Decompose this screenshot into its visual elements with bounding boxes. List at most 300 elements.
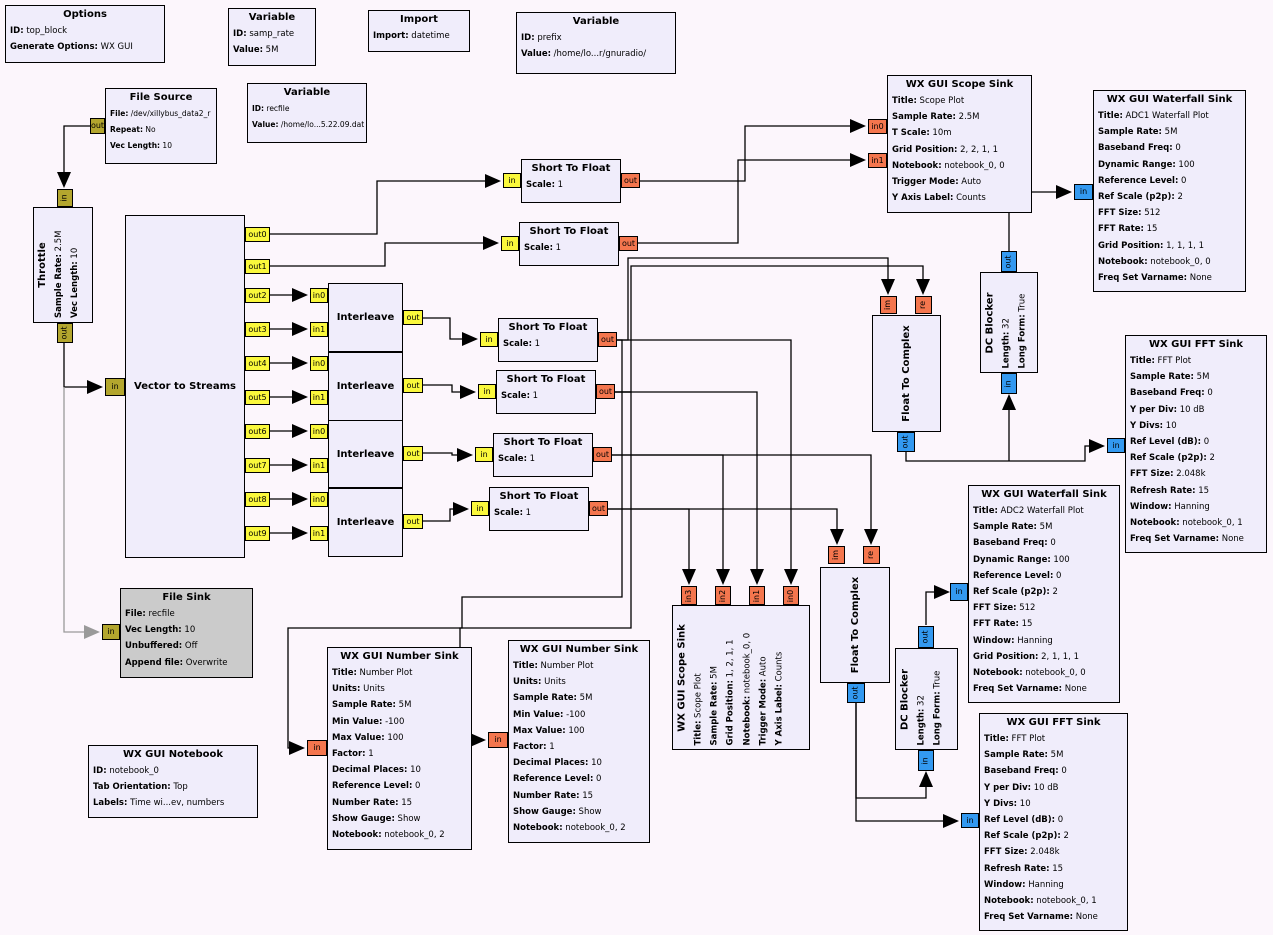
block-param: Trigger Mode: Auto <box>757 655 768 745</box>
wire-4[interactable] <box>270 243 483 266</box>
port-label: out2 <box>248 290 267 300</box>
port-label: in0 <box>312 426 326 436</box>
wire-arrow-icon <box>84 625 100 639</box>
port-label: out <box>850 686 860 700</box>
wire-2[interactable] <box>64 387 84 632</box>
block-param: Vec Length: 10 <box>110 141 172 151</box>
block-param: Dynamic Range: 100 <box>1098 159 1195 170</box>
port-file-sink-in[interactable] <box>102 624 120 640</box>
block-title: Interleave <box>336 517 395 528</box>
port-float-to-complex-bottom-im[interactable] <box>828 546 845 564</box>
port-label: re <box>918 300 928 310</box>
block-title: Float To Complex <box>901 325 912 422</box>
block-title: WX GUI Waterfall Sink <box>1106 94 1233 105</box>
block-param: Units: Units <box>332 684 385 695</box>
port-label: in1 <box>312 324 326 334</box>
wire-29[interactable] <box>906 446 1089 461</box>
block-wx-gui-waterfall-sink-adc2[interactable] <box>968 485 1120 703</box>
block-param: Trigger Mode: Auto <box>892 177 982 188</box>
block-title: DC Blocker <box>899 668 910 730</box>
port-label: out <box>623 175 638 185</box>
block-param: File: /dev/xillybus_data2_r <box>110 109 211 118</box>
block-short-to-float-4[interactable] <box>496 370 596 414</box>
block-param: Labels: Time wi...ev, numbers <box>93 798 225 809</box>
block-wx-gui-scope-sink-bottom[interactable] <box>672 605 810 750</box>
wire-arrow-icon <box>292 424 308 438</box>
port-interleave-3-in1[interactable] <box>310 458 328 473</box>
wire-20[interactable] <box>617 258 888 340</box>
block-title: Short To Float <box>531 163 611 174</box>
port-interleave-3-in0[interactable] <box>310 424 328 439</box>
wire-arrow-icon <box>457 448 473 462</box>
block-title: Variable <box>283 87 331 98</box>
block-param: Generate Options: WX GUI <box>10 42 133 53</box>
port-wx-gui-scope-sink-top-in1[interactable] <box>868 153 887 168</box>
block-interleave-2[interactable] <box>328 352 403 421</box>
port-label: in <box>485 334 493 344</box>
port-label: out <box>406 312 420 322</box>
block-param: Window: Hanning <box>1130 501 1210 512</box>
block-param: Notebook: notebook_0, 0 <box>1098 256 1211 267</box>
block-param: Title: Number Plot <box>332 668 413 678</box>
block-title: WX GUI Notebook <box>122 749 224 760</box>
block-param: Notebook: notebook_0, 1 <box>984 896 1097 907</box>
block-param: Freq Set Varname: None <box>1098 273 1212 284</box>
block-param: Value: 5M <box>233 45 279 56</box>
block-param: Reference Level: 0 <box>973 570 1062 581</box>
block-param: Sample Rate: 5M <box>332 700 412 711</box>
block-title: WX GUI Scope Sink <box>676 623 687 732</box>
port-label: out <box>920 630 930 644</box>
port-dc-blocker-top-in[interactable] <box>1001 373 1017 394</box>
block-param: Scale: 1 <box>524 243 562 253</box>
port-label: out0 <box>248 229 267 239</box>
port-short-to-float-6-out[interactable] <box>589 501 608 516</box>
block-param: Notebook: notebook_0, 2 <box>332 830 445 841</box>
port-interleave-3-out[interactable] <box>403 446 423 461</box>
wire-arrow-icon <box>864 529 878 545</box>
wire-32[interactable] <box>926 592 934 625</box>
port-short-to-float-6-in[interactable] <box>471 501 489 516</box>
block-title: File Sink <box>162 592 211 603</box>
port-interleave-1-out[interactable] <box>403 310 423 325</box>
port-dc-blocker-top-out[interactable] <box>1001 251 1017 272</box>
port-throttle-in[interactable] <box>57 189 73 207</box>
block-param: Number Rate: 15 <box>513 790 594 801</box>
port-vector-to-streams-out1[interactable] <box>245 259 270 274</box>
block-title: Vector to Streams <box>134 381 236 392</box>
block-param: Repeat: No <box>110 125 156 135</box>
port-label: in <box>920 756 930 765</box>
block-param: Window: Hanning <box>984 879 1064 890</box>
port-short-to-float-3-in[interactable] <box>480 332 498 347</box>
block-param: ID: recfile <box>252 104 290 113</box>
block-param: Dynamic Range: 100 <box>973 554 1070 565</box>
block-interleave-3[interactable] <box>328 420 403 488</box>
port-dc-blocker-bottom-in[interactable] <box>918 750 934 771</box>
block-import[interactable] <box>368 10 470 52</box>
block-title: Short To Float <box>499 491 579 502</box>
port-label: in0 <box>312 290 326 300</box>
wire-arrow-icon <box>57 172 71 188</box>
block-param: Sample Rate: 5M <box>1098 127 1178 138</box>
port-wx-gui-number-sink-right-in[interactable] <box>488 732 508 748</box>
block-param: Value: /home/lo...r/gnuradio/ <box>521 49 647 60</box>
port-label: in <box>955 587 963 596</box>
port-vector-to-streams-out8[interactable] <box>245 492 270 507</box>
block-param: Y Axis Label: Counts <box>892 193 986 204</box>
port-label: in0 <box>785 589 795 602</box>
block-param: Title: FFT Plot <box>984 734 1046 744</box>
wire-arrow-icon <box>292 458 308 472</box>
block-param: Notebook: notebook_0, 0 <box>741 632 752 745</box>
block-param: Title: Number Plot <box>513 661 594 671</box>
port-label: out <box>900 435 910 449</box>
block-param: Sample Rate: 5M <box>973 522 1053 533</box>
wire-arrow-icon <box>292 390 308 404</box>
port-wx-gui-scope-sink-bottom-in2[interactable] <box>715 586 731 605</box>
block-wx-gui-waterfall-sink-adc1[interactable] <box>1093 90 1246 292</box>
wire-18[interactable] <box>638 160 850 243</box>
port-short-to-float-1-out[interactable] <box>621 173 640 188</box>
block-title: WX GUI FFT Sink <box>1148 339 1244 350</box>
block-param: Grid Position: 1, 1, 1, 1 <box>1098 240 1204 251</box>
block-wx-gui-fft-sink-top[interactable] <box>1125 335 1267 553</box>
block-title: WX GUI Waterfall Sink <box>981 489 1107 500</box>
port-label: in <box>313 743 321 752</box>
port-wx-gui-scope-sink-top-in0[interactable] <box>868 119 887 134</box>
block-param: Reference Level: 0 <box>513 774 602 785</box>
port-label: out5 <box>248 392 267 402</box>
block-file-sink[interactable] <box>120 588 253 678</box>
port-float-to-complex-top-out[interactable] <box>897 432 915 452</box>
port-label: out <box>621 238 636 248</box>
block-interleave-1[interactable] <box>328 283 403 352</box>
block-param: Ref Scale (p2p): 2 <box>984 831 1069 842</box>
wire-arrow-icon <box>916 279 930 295</box>
port-interleave-2-out[interactable] <box>403 378 423 393</box>
block-wx-gui-number-sink-right[interactable] <box>508 640 650 843</box>
port-wx-gui-scope-sink-bottom-in3[interactable] <box>681 586 697 605</box>
block-param: Ref Level (dB): 0 <box>984 815 1064 826</box>
block-variable-prefix[interactable] <box>516 12 676 74</box>
block-short-to-float-3[interactable] <box>498 318 598 362</box>
block-param: Units: Units <box>513 677 566 688</box>
wire-arrow-icon <box>682 569 696 585</box>
port-label: out <box>598 386 613 396</box>
port-short-to-float-3-out[interactable] <box>598 332 617 347</box>
wire-arrow-icon <box>292 356 308 370</box>
port-short-to-float-1-in[interactable] <box>503 173 521 188</box>
port-interleave-2-in0[interactable] <box>310 356 328 371</box>
block-param: Unbuffered: Off <box>125 641 198 652</box>
port-vector-to-streams-out2[interactable] <box>245 288 270 303</box>
port-short-to-float-4-in[interactable] <box>478 384 496 399</box>
block-param: Sample Rate: 5M <box>1130 372 1210 383</box>
port-wx-gui-fft-sink-bottom-in[interactable] <box>961 813 979 828</box>
port-label: out <box>600 334 615 344</box>
block-vector-to-streams[interactable] <box>125 215 245 558</box>
port-label: in <box>480 449 488 459</box>
port-label: in <box>494 735 502 744</box>
port-interleave-4-in1[interactable] <box>310 526 328 541</box>
block-param: Y Divs: 10 <box>1130 420 1177 431</box>
block-file-source[interactable] <box>105 88 217 164</box>
port-short-to-float-5-out[interactable] <box>593 447 612 462</box>
block-wx-gui-scope-sink-top[interactable] <box>887 75 1032 213</box>
wire-22[interactable] <box>615 392 757 570</box>
port-label: im <box>883 299 893 311</box>
block-title: Interleave <box>336 381 395 392</box>
port-short-to-float-2-in[interactable] <box>501 236 519 251</box>
port-vector-to-streams-out9[interactable] <box>245 526 270 541</box>
wire-1[interactable] <box>64 343 87 387</box>
port-label: out <box>1003 254 1013 269</box>
port-float-to-complex-top-re[interactable] <box>915 296 932 314</box>
port-label: in <box>107 627 115 636</box>
block-short-to-float-6[interactable] <box>489 487 589 531</box>
wire-17[interactable] <box>640 126 850 181</box>
block-param: Y Axis Label: Counts <box>774 651 785 745</box>
wire-arrow-icon <box>750 569 764 585</box>
wire-13[interactable] <box>423 318 462 339</box>
port-short-to-float-5-in[interactable] <box>475 447 493 462</box>
port-vector-to-streams-in[interactable] <box>105 378 125 396</box>
port-label: in <box>1003 379 1013 388</box>
port-interleave-2-in1[interactable] <box>310 390 328 405</box>
port-wx-gui-number-sink-left-in[interactable] <box>307 740 327 756</box>
port-wx-gui-waterfall-sink-adc1-in[interactable] <box>1074 184 1093 200</box>
port-label: in <box>59 194 69 202</box>
block-dc-blocker-top[interactable] <box>980 272 1038 373</box>
block-throttle[interactable] <box>33 207 93 323</box>
block-param: Baseband Freq: 0 <box>973 538 1056 549</box>
wire-arrow-icon <box>292 492 308 506</box>
wire-arrow-icon <box>462 332 478 346</box>
block-title: Variable <box>572 16 620 27</box>
port-throttle-out[interactable] <box>57 323 73 343</box>
port-interleave-4-in0[interactable] <box>310 492 328 507</box>
block-options[interactable] <box>5 5 165 63</box>
block-param: Title: Scope Plot <box>693 672 703 745</box>
block-param: ID: notebook_0 <box>93 766 159 776</box>
block-title: Interleave <box>336 312 395 323</box>
wire-arrow-icon <box>943 814 959 828</box>
port-vector-to-streams-out0[interactable] <box>245 227 270 242</box>
block-param: FFT Size: 512 <box>973 603 1036 614</box>
wire-arrow-icon <box>485 174 501 188</box>
port-label: out6 <box>248 426 267 436</box>
block-param: Title: ADC1 Waterfall Plot <box>1098 111 1209 121</box>
port-label: in <box>483 386 491 396</box>
port-vector-to-streams-out5[interactable] <box>245 390 270 405</box>
port-label: in1 <box>312 460 326 470</box>
block-title: DC Blocker <box>984 291 995 354</box>
block-param: Min Value: -100 <box>513 709 586 720</box>
block-param: Ref Scale (p2p): 2 <box>973 587 1058 598</box>
port-vector-to-streams-out7[interactable] <box>245 458 270 473</box>
port-float-to-complex-bottom-re[interactable] <box>863 546 880 564</box>
block-wx-gui-number-sink-left[interactable] <box>327 647 472 850</box>
port-label: re <box>866 550 876 560</box>
port-wx-gui-waterfall-sink-adc2-in[interactable] <box>950 583 968 601</box>
wire-3[interactable] <box>270 181 485 234</box>
wire-arrow-icon <box>850 153 866 167</box>
block-float-to-complex-top[interactable] <box>872 315 941 432</box>
block-float-to-complex-bottom[interactable] <box>820 567 890 683</box>
block-param: Reference Level: 0 <box>332 781 421 792</box>
wire-25[interactable] <box>612 455 723 570</box>
port-label: in <box>1112 440 1120 450</box>
port-label: im <box>831 549 841 561</box>
block-param: Grid Position: 2, 2, 1, 1 <box>892 144 998 155</box>
block-param: ID: samp_rate <box>233 29 295 39</box>
wire-14[interactable] <box>423 385 460 392</box>
block-param: Freq Set Varname: None <box>1130 534 1244 545</box>
port-label: out <box>90 121 105 130</box>
port-short-to-float-2-out[interactable] <box>619 236 638 251</box>
block-interleave-4[interactable] <box>328 488 403 557</box>
block-short-to-float-5[interactable] <box>493 433 593 477</box>
block-param: Show Gauge: Show <box>332 813 421 824</box>
block-param: Sample Rate: 5M <box>513 693 593 704</box>
block-param: Refresh Rate: 15 <box>1130 485 1210 496</box>
port-label: in0 <box>871 121 884 131</box>
block-param: Scale: 1 <box>498 454 536 464</box>
block-dc-blocker-bottom[interactable] <box>895 648 958 750</box>
wire-0[interactable] <box>64 126 93 172</box>
block-title: File Source <box>129 92 193 103</box>
block-title: WX GUI Number Sink <box>340 651 459 662</box>
block-short-to-float-2[interactable] <box>519 222 619 266</box>
block-param: Ref Level (dB): 0 <box>1130 437 1210 448</box>
port-label: out8 <box>248 494 267 504</box>
wire-arrow-icon <box>1056 185 1072 199</box>
block-param: Y per Div: 10 dB <box>984 782 1059 793</box>
wire-arrow-icon <box>784 569 798 585</box>
wire-arrow-icon <box>1089 439 1105 453</box>
wire-26[interactable] <box>612 455 871 530</box>
port-float-to-complex-bottom-out[interactable] <box>847 683 865 703</box>
block-param: Min Value: -100 <box>332 716 405 727</box>
block-param: Scale: 1 <box>503 339 541 349</box>
block-param: Max Value: 100 <box>332 732 404 743</box>
block-wx-gui-fft-sink-bottom[interactable] <box>979 713 1128 931</box>
block-title: Import <box>400 14 438 25</box>
block-param: Freq Set Varname: None <box>973 684 1087 695</box>
wire-arrow-icon <box>470 733 486 747</box>
port-vector-to-streams-out6[interactable] <box>245 424 270 439</box>
block-title: WX GUI FFT Sink <box>1006 717 1101 728</box>
port-float-to-complex-top-im[interactable] <box>880 296 897 314</box>
port-wx-gui-scope-sink-bottom-in0[interactable] <box>783 586 799 605</box>
port-interleave-4-out[interactable] <box>403 514 423 529</box>
port-dc-blocker-bottom-out[interactable] <box>918 626 934 648</box>
wire-arrow-icon <box>292 322 308 336</box>
block-title: WX GUI Number Sink <box>519 644 639 655</box>
block-title: Short To Float <box>529 226 609 237</box>
block-param: FFT Size: 2.048k <box>1130 469 1206 480</box>
wire-arrow-icon <box>460 385 476 399</box>
wire-arrow-icon <box>934 585 950 599</box>
wire-arrow-icon <box>292 288 308 302</box>
block-param: Freq Set Varname: None <box>984 912 1098 923</box>
block-title: Throttle <box>37 242 48 288</box>
block-title: Short To Float <box>508 322 588 333</box>
port-label: in <box>506 238 514 248</box>
block-param: Sample Rate: 5M <box>709 665 720 745</box>
block-param: Scale: 1 <box>494 508 532 518</box>
block-title: Variable <box>248 12 296 23</box>
block-wx-gui-notebook[interactable] <box>88 745 258 818</box>
block-param: Scale: 1 <box>501 391 539 401</box>
block-param: T Scale: 10m <box>892 128 952 139</box>
port-wx-gui-fft-sink-top-in[interactable] <box>1107 438 1125 453</box>
block-param: Window: Hanning <box>973 635 1053 646</box>
port-short-to-float-4-out[interactable] <box>596 384 615 399</box>
block-param: Long Form: True <box>932 670 943 745</box>
port-vector-to-streams-out3[interactable] <box>245 322 270 337</box>
block-title: Short To Float <box>503 437 583 448</box>
block-param: Ref Scale (p2p): 2 <box>1130 453 1215 464</box>
block-param: Length: 32 <box>916 694 926 745</box>
block-param: FFT Size: 512 <box>1098 208 1161 219</box>
block-param: Notebook: notebook_0, 0 <box>973 668 1086 679</box>
block-param: Notebook: notebook_0, 0 <box>892 160 1005 171</box>
block-param: Tab Orientation: Top <box>93 782 188 793</box>
wire-arrow-icon <box>850 119 866 133</box>
port-label: in1 <box>312 392 326 402</box>
port-label: out <box>406 448 420 458</box>
port-label: out7 <box>248 460 267 470</box>
port-label: out <box>591 503 606 513</box>
block-variable-recfile[interactable] <box>247 83 367 143</box>
block-param: Notebook: notebook_0, 2 <box>513 823 626 834</box>
block-param: Notebook: notebook_0, 1 <box>1130 518 1243 529</box>
block-variable-samp-rate[interactable] <box>228 8 316 66</box>
port-vector-to-streams-out4[interactable] <box>245 356 270 371</box>
wire-arrow-icon <box>292 526 308 540</box>
block-param: Sample Rate: 2.5M <box>892 112 980 123</box>
port-interleave-1-in0[interactable] <box>310 288 328 303</box>
port-file-source-out[interactable] <box>90 118 105 134</box>
port-label: in3 <box>683 589 693 602</box>
block-param: Length: 32 <box>1001 317 1011 368</box>
port-label: in0 <box>312 358 326 368</box>
block-short-to-float-1[interactable] <box>521 159 621 203</box>
block-param: Grid Position: 2, 1, 1, 1 <box>973 651 1079 662</box>
wire-16[interactable] <box>423 509 453 521</box>
block-param: Long Form: True <box>1017 293 1028 368</box>
port-label: in1 <box>751 589 761 602</box>
block-param: Grid Position: 1, 2, 1, 1 <box>725 639 736 745</box>
port-label: in1 <box>312 528 326 538</box>
block-param: Max Value: 100 <box>513 725 585 736</box>
block-param: Y Divs: 10 <box>984 798 1031 809</box>
block-param: Append file: Overwrite <box>125 657 228 668</box>
block-param: Sample Rate: 5M <box>984 750 1064 761</box>
wire-15[interactable] <box>423 453 457 455</box>
block-param: Value: /home/lo...5.22.09.dat <box>252 120 365 130</box>
port-label: in0 <box>312 494 326 504</box>
port-wx-gui-scope-sink-bottom-in1[interactable] <box>749 586 765 605</box>
wire-27[interactable] <box>608 509 689 570</box>
block-param: Vec Length: 10 <box>125 625 196 636</box>
port-label: in <box>111 382 119 391</box>
block-title: Short To Float <box>506 374 586 385</box>
port-interleave-1-in1[interactable] <box>310 322 328 337</box>
port-label: out9 <box>248 528 267 538</box>
